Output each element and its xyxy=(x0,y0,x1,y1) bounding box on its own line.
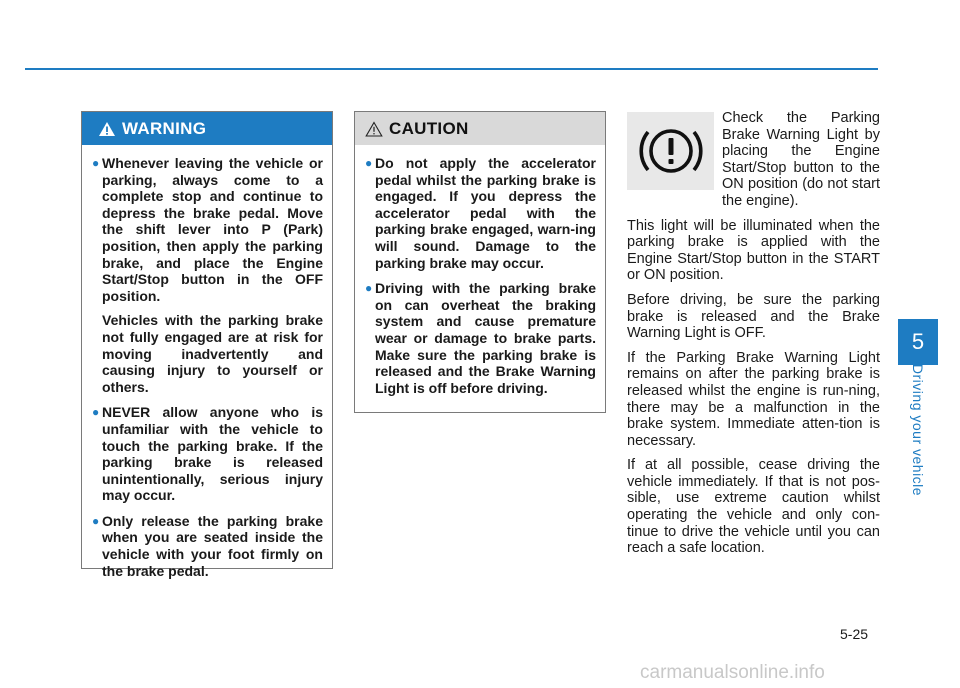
chapter-tab xyxy=(898,319,938,365)
warning-header xyxy=(82,112,332,145)
intro-text: Check the Parking Brake Warning Light by placing the Engine Start/Stop button to the ON position (do not start the engine). xyxy=(722,110,880,209)
body-paragraph: If at all possible, cease driving the vehicle immediately. If that is not pos-sible, use extreme caution whilst operating the vehicle and only con-tinue to drive the vehicle until you can reach a safe location. xyxy=(627,457,880,557)
warning-text: Only release the parking brake when you are seated inside the vehicle with your foot firmly on the brake pedal. xyxy=(102,512,323,579)
brake-warning-icon xyxy=(636,121,706,181)
body-paragraph: This light will be illuminated when the parking brake is applied with the Engine Start/Stop button in the START or ON position. xyxy=(627,217,880,284)
caution-item xyxy=(365,280,596,396)
bullet-icon: ● xyxy=(92,513,100,528)
warning-text: NEVER allow anyone who is unfamiliar with the vehicle to touch the parking brake. If the parking brake is released unintentionally, serious injury may occur. xyxy=(102,404,323,504)
caution-text: Do not apply the accelerator pedal whilst the parking brake is engaged. If you depress the accelerator pedal with the parking brake engaged, warn-ing will sound. Damage to the parking brake may occur. xyxy=(375,155,596,271)
caution-text: Driving with the parking brake on can overheat the braking system and cause premature wear or damage to brake parts. Make sure the parking brake is released and the Brake Warning Light is off before driving. xyxy=(375,280,596,396)
bullet-icon: ● xyxy=(92,156,100,170)
warning-triangle-icon xyxy=(98,121,116,137)
warning-item xyxy=(92,404,323,504)
caution-header xyxy=(355,112,605,145)
watermark: carmanualsonline.info xyxy=(640,662,825,683)
warning-item xyxy=(92,155,323,395)
top-rule xyxy=(25,68,878,70)
warning-text: Vehicles with the parking brake not fully engaged are at risk for moving inadvertently and causing injury to yourself or others. xyxy=(102,312,323,395)
body-column xyxy=(627,110,880,565)
warning-title: WARNING xyxy=(122,118,207,138)
bullet-icon: ● xyxy=(365,156,373,170)
caution-item xyxy=(365,155,596,271)
chapter-number: 5 xyxy=(911,329,925,354)
caution-triangle-icon xyxy=(365,121,383,137)
brake-warning-indicator xyxy=(627,112,714,190)
page-number: 5-25 xyxy=(840,626,869,642)
caution-body xyxy=(355,145,605,396)
body-paragraph: Before driving, be sure the parking brake is released and the Brake Warning Light is OFF. xyxy=(627,291,880,342)
chapter-title: Driving your vehicle xyxy=(910,363,926,497)
warning-box xyxy=(81,111,333,579)
warning-text: Whenever leaving the vehicle or parking, always come to a complete stop and continue to depress the brake pedal. Move the shift lever into P (Park) position, then apply the parking brake, and place the Engine Start/Stop button in the OFF position. xyxy=(102,155,323,304)
bullet-icon: ● xyxy=(92,405,100,420)
warning-item xyxy=(92,513,323,579)
caution-box xyxy=(354,111,606,413)
bullet-icon: ● xyxy=(365,281,373,296)
body-paragraph: If the Parking Brake Warning Light remains on after the parking brake is released whilst the engine is run-ning, there may be a malfunction in the brake system. Immediate atten-tion is necessary. xyxy=(627,349,880,449)
caution-title: CAUTION xyxy=(389,118,469,138)
warning-body xyxy=(82,145,332,579)
